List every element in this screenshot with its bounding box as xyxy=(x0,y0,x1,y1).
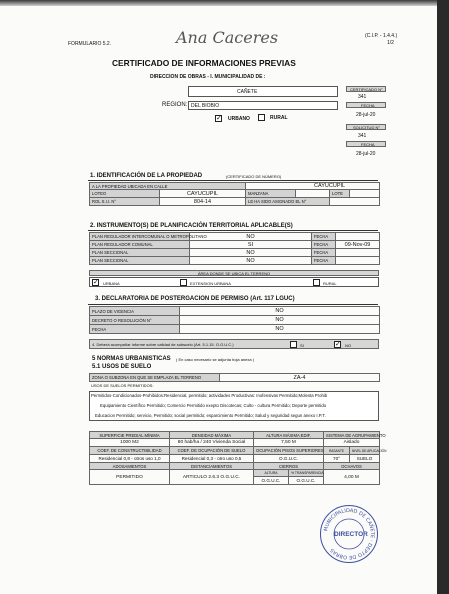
plan-value-3: NO xyxy=(190,257,312,265)
zona-label: ZONA O SUBZONA EN QUE SE EMPLAZA EL TERRENO xyxy=(90,374,220,382)
decreto-value: NO xyxy=(180,316,380,325)
plan-fecha-2 xyxy=(336,249,380,257)
manzana-label: MANZANA xyxy=(246,190,296,198)
postponement-table xyxy=(89,306,380,334)
plan-fecha-3 xyxy=(336,257,380,265)
subsuelo-no-checkbox[interactable]: ✓ xyxy=(335,341,341,348)
t3-v2: O.G.U.C. xyxy=(254,477,289,485)
scan-top-edge xyxy=(0,0,449,6)
usos-line-1: Equipamiento Científico Permitido; Comercio Permitido exepto Discotecas; Culto - cultura Permitido; Deporte permitido xyxy=(100,403,327,408)
t3-sub1: % TRANSPARENCIA xyxy=(289,470,324,477)
section5-note: ( En caso necesario se adjunta hoja anexa ) xyxy=(176,357,255,362)
t1-v0: 1000 M2 xyxy=(90,439,170,447)
t2-h4: NIVEL DE APLICACIÓN xyxy=(350,447,380,455)
plan-fecha-label-2: FECHA xyxy=(312,249,336,257)
t1-h2: ALTURA MÁXIMA EDIF. xyxy=(254,432,324,439)
t2-h1: COEF. DE OCUPACIÓN DE SUELO xyxy=(170,447,254,455)
section2-title: 2. INSTRUMENTO(S) DE PLANIFICACIÓN TERRITORIAL APLICABLE(S) xyxy=(90,223,293,229)
norms-table-1 xyxy=(89,431,386,447)
rol-label: ROL S.I.I. N° xyxy=(90,198,160,206)
cert-no: 341 xyxy=(358,94,367,100)
plan-value-0: NO xyxy=(190,233,312,241)
stamp-center-text: DIRECTOR xyxy=(334,531,368,538)
rural-label: RURAL xyxy=(270,115,288,121)
plan-fecha-label-1: FECHA xyxy=(312,241,336,249)
zona-table xyxy=(89,373,380,382)
fecha2-value: 28-jul-20 xyxy=(356,151,376,157)
plan-fecha-label-0: FECHA xyxy=(312,233,336,241)
t2-v2: O.G.U.C. xyxy=(254,455,324,463)
cip-code: (C.I.P. - 1.4.4.) xyxy=(365,33,398,39)
region-box xyxy=(188,101,338,110)
t1-h1: DENSIDAD MÁXIMA xyxy=(170,432,254,439)
t1-v1: 80 hab/ha / 240 Vivienda Social xyxy=(170,439,254,447)
section4-text: 4. Deberá acompañar informe sobre calidad de subsuelo (Art. 5.1.15. O.G.U.C.) xyxy=(92,342,234,347)
rural-checkbox[interactable] xyxy=(258,114,265,121)
lote2-label: LOTE xyxy=(330,190,350,198)
planning-table xyxy=(89,232,380,265)
t3-v3: O.G.U.C. xyxy=(289,477,324,485)
section3-title: 3. DECLARATORIA DE POSTERGACION DE PERMISO (Art. 117 LGUC) xyxy=(95,296,295,302)
usos-label: USOS DE SUELOS PERMITIDOS: xyxy=(91,383,154,388)
t3-v1: ARTICULO 2.6.3 O.G.U.C. xyxy=(170,470,254,485)
plan-label-0: PLAN REGULADOR INTERCOMUNAL O METROPOLITANO xyxy=(90,233,190,241)
street-label: A LA PROPIEDAD UBICADA EN CALLE xyxy=(90,183,246,190)
plan-fecha-0 xyxy=(336,233,380,241)
usos-line-0: Permitidos-Condicionados-Prohibidos:Residencial, permitido; actividades Productivas: Inofensivas Permitido;Molesta Prohib xyxy=(91,393,328,398)
t1-v3: Aislado xyxy=(324,439,380,447)
t3-h3: OCHAVOS xyxy=(324,463,380,470)
t3-v0: PERMITIDO xyxy=(90,470,170,485)
fecha3-label: FECHA xyxy=(90,325,180,334)
urbana-label: URBANA xyxy=(103,281,120,286)
t3-h0: ADOSAMIENTOS xyxy=(90,463,170,470)
lote-label: LOTEO xyxy=(90,190,160,198)
form-code: FORMULARIO 5.2. xyxy=(68,41,112,47)
t2-h0: COEF. DE CONSTRUCTIBILIDAD xyxy=(90,447,170,455)
plan-fecha-1: 09-Nov-09 xyxy=(336,241,380,249)
plazo-label: PLAZO DE VIGENCIA xyxy=(90,307,180,316)
t3-sub0: ALTURA xyxy=(254,470,289,477)
region-value: DEL BIOBIO xyxy=(191,103,220,109)
plan-label-3: PLAN SECCIONAL xyxy=(90,257,190,265)
fecha-value: 28-jul-20 xyxy=(356,112,376,118)
plan-value-1: SI xyxy=(190,241,312,249)
urbano-checkbox[interactable]: ✓ xyxy=(216,115,222,122)
plan-label-2: PLAN SECCIONAL xyxy=(90,249,190,257)
subsuelo-si-label: SI xyxy=(300,343,304,348)
scan-right-edge xyxy=(437,0,449,594)
t2-h3: RASANTE xyxy=(324,447,350,455)
solicitud-no: 341 xyxy=(358,133,367,139)
t3-h2: CIERROS xyxy=(254,463,324,470)
municipality-value: CAÑETE xyxy=(237,89,258,95)
stamp-ring-text: MUNICIPALIDAD DE CAÑETE · DEPTO DE OBRAS xyxy=(323,507,376,561)
section1-title: 1. IDENTIFICACIÓN DE LA PROPIEDAD xyxy=(90,173,203,179)
t2-v1: Residencial 0,3 - otro uso 0,5 xyxy=(170,455,254,463)
plan-fecha-label-3: FECHA xyxy=(312,257,336,265)
asignado-label: LE HA SIDO ASIGNADO EL N° xyxy=(246,198,330,206)
norms-table-2 xyxy=(89,446,387,463)
rural-area-label: RURAL xyxy=(323,281,337,286)
office-label: DIRECCION DE OBRAS - I. MUNICIPALIDAD DE : xyxy=(150,74,266,80)
t1-v2: 7,50 M xyxy=(254,439,324,447)
usos-line-2: Educacion Permitido; servicio, Permitido; social permitido; esparcimiento Permitido; Salud y seguridad segun anexo I.P.T. xyxy=(95,413,326,418)
t1-h0: SUPERFICIE PREDIAL MÍNIMA xyxy=(90,432,170,439)
plazo-value: NO xyxy=(180,307,380,316)
page-title: CERTIFICADO DE INFORMACIONES PREVIAS xyxy=(112,58,296,68)
solicitud-label: SOLICITUD N° xyxy=(346,124,386,130)
street-value: CAYUCUPIL xyxy=(246,183,380,190)
rol-value: 804-14 xyxy=(160,198,246,206)
section51-title: 5.1 USOS DE SUELO xyxy=(92,364,152,370)
plan-label-1: PLAN REGULADOR COMUNAL xyxy=(90,241,190,249)
urbana-checkbox[interactable]: ✓ xyxy=(93,279,99,286)
plan-value-2: NO xyxy=(190,249,312,257)
municipal-stamp xyxy=(320,505,378,563)
fecha3-value: NO xyxy=(180,325,380,334)
extension-checkbox[interactable] xyxy=(180,279,187,286)
t2-v0: Residencial 0,8 - otros uso 1,0 xyxy=(90,455,170,463)
area-label: ÁREA DONDE SE UBICA EL TERRENO xyxy=(89,270,379,276)
fecha2-label: FECHA xyxy=(346,141,386,147)
t2-h2: OCUPACIÓN PISOS SUPERIORES xyxy=(254,447,324,455)
t3-v4: 4,00 M xyxy=(324,470,380,485)
lote-value: CAYUCUPIL xyxy=(160,190,246,198)
municipality-box xyxy=(188,86,338,97)
zona-value: ZA-4 xyxy=(220,374,380,382)
property-table xyxy=(89,182,380,206)
t3-h1: DISTANCIAMIENTOS xyxy=(170,463,254,470)
usos-box xyxy=(89,391,379,421)
section1-note: (CERTIFICADO DE NÚMERO) xyxy=(226,174,282,179)
urbano-label: URBANO xyxy=(228,116,250,122)
t2-v4: SUELO xyxy=(350,455,380,463)
rural-area-checkbox[interactable] xyxy=(313,279,320,286)
handwritten-name: Ana Caceres xyxy=(176,28,279,47)
decreto-label: DECRETO O RESOLUCIÓN N° xyxy=(90,316,180,325)
t1-h3: SISTEMA DE AGRUPAMIENTO xyxy=(324,432,380,439)
region-label: REGION: xyxy=(162,102,188,108)
extension-label: EXTENSION URBANA xyxy=(190,281,231,286)
fecha-label: FECHA xyxy=(346,102,386,108)
cert-no-label: CERTIFICADO N° xyxy=(346,86,386,92)
norms-table-3 xyxy=(89,462,380,485)
subsuelo-no-label: NO xyxy=(345,343,351,348)
section5-title: 5 NORMAS URBANISTICAS xyxy=(92,356,171,362)
page-fraction: 1/2 xyxy=(387,40,394,46)
subsuelo-si-checkbox[interactable] xyxy=(290,341,297,348)
t2-v3: 70° xyxy=(324,455,350,463)
